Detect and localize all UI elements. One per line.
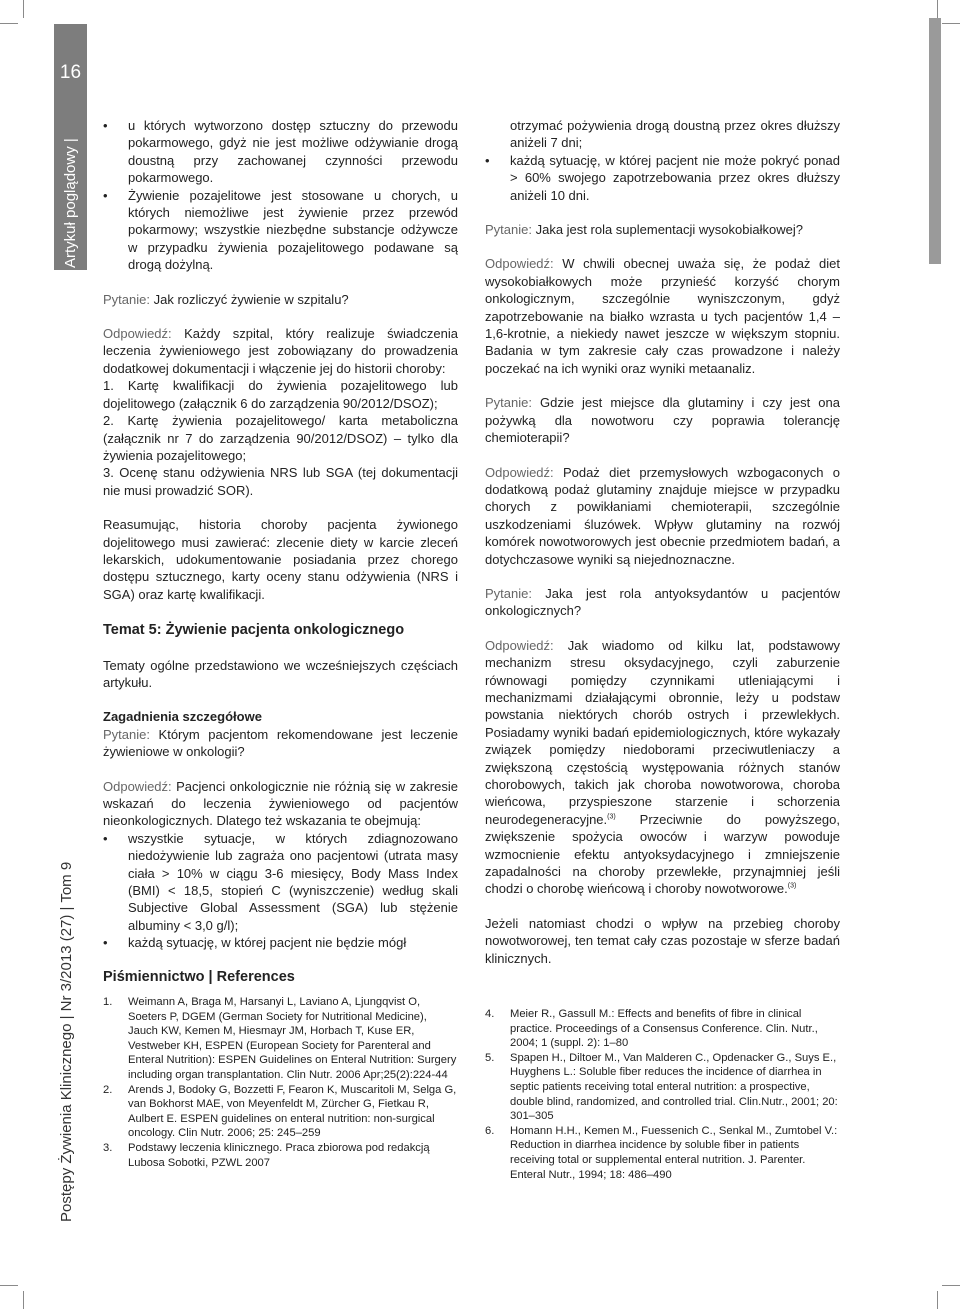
bullet-item	[103, 187, 458, 274]
bullet-dot: •	[103, 935, 108, 951]
crop-mark	[942, 23, 960, 24]
bullet-item	[103, 117, 458, 187]
topic-heading: Temat 5: Żywienie pacjenta onkologicznego	[103, 622, 405, 639]
bullet-dot: •	[103, 187, 108, 203]
topic-intro: Tematy ogólne przedstawiono we wcześniejszych częściach artykułu.	[103, 657, 458, 690]
references-heading: Piśmiennictwo | References	[103, 968, 295, 985]
answer-label: Odpowiedź:	[103, 326, 172, 342]
crop-mark	[0, 23, 18, 24]
reference-number: 1.	[103, 996, 113, 1009]
question-label: Pytanie:	[103, 726, 150, 742]
citation-superscript: (3)	[787, 883, 797, 891]
answer-text: Przeciwnie do powyższego, zwiększenie spożycia owoców i warzyw powoduje wzmocnienie efektu antyoksydacyjnego i zmniejszenie zapadalności na choroby przewlekłe, przynajmniej jeśli chodzi o chorobę wieńcową i choroby nowotworowe.	[485, 811, 840, 897]
question	[103, 291, 458, 308]
continued-text: otrzymać pożywienia drogą doustną przez okres dłuższy aniżeli 7 dni;	[510, 118, 840, 151]
crop-mark	[937, 0, 938, 18]
question	[485, 221, 840, 238]
question-text: Gdzie jest miejsce dla glutaminy i czy jest ona pożywką dla nowotworu czy poprawia tolerancję chemioterapii?	[485, 395, 840, 446]
crop-mark	[937, 1291, 938, 1309]
answer-label: Odpowiedź:	[485, 256, 554, 272]
question-label: Pytanie:	[485, 395, 532, 411]
bullet-text: każdą sytuację, w której pacjent nie będzie mógł	[128, 935, 407, 951]
reference-item	[103, 1083, 458, 1141]
answer-text: Pacjenci onkologicznie nie różnią się w zakresie wskazań do leczenia żywieniowego od pacjentów nieonkologicznych. Dlatego też wskazania te obejmują:	[103, 778, 458, 829]
reference-text: Homann H.H., Kemen M., Fuessenich C., Senkal M., Zumtobel V.: Reduction in diarrhea incidence by soluble fiber in patients receiving total or supplemental enteral nutrition. J. Parenter. Enteral Nutr., 1994; 18: 486–490	[510, 1124, 838, 1181]
closing-paragraph: Jeżeli natomiast chodzi o wpływ na przebieg choroby nowotworowej, ten temat cały czas pozostaje w sferze badań klinicznych.	[485, 915, 840, 966]
bullet-text: u których wytworzono dostęp sztuczny do przewodu pokarmowego, gdyż nie jest możliwe odżywianie drogą doustną przy zachowanej czynności przewodu pokarmowego.	[128, 118, 458, 186]
question	[103, 726, 458, 761]
answer-text: Podaż diet przemysłowych wzbogaconych o dodatkową podaż glutaminy znajduje miejsce w przypadku chorych z powikłaniami chemioterapii, szczególnie uszkodzeniami śluzówek. Wpływ glutaminy na rozwój komórek nowotworowych jest obecnie przedmiotem badań, a dotychczasowe wyniki są niejednoznaczne.	[485, 464, 840, 567]
reference-number: 3.	[103, 1142, 113, 1154]
bullet-dot: •	[103, 830, 108, 846]
page-number: 16	[59, 62, 82, 83]
bullet-text: Żywienie pozajelitowe jest stosowane u chorych, u których niemożliwe jest żywienie przez przewód pokarmowy; wszystkie niezbędne substancje odżywcze w przypadku żywienia pozajelitowego podawane są drogą dożylną.	[128, 187, 458, 273]
reference-text: Arends J, Bodoky G, Bozzetti F, Fearon K, Muscaritoli M, Selga G, van Bokhorst MAE, von Meyenfeldt M, Zürcher G, Fietkau R, Aulbert E. ESPEN guidelines on enteral nutrition: non-surgical oncology. Clin Nutr. 2006; 25: 245–259	[128, 1083, 457, 1140]
section-label: Artykuł poglądowy |	[62, 138, 79, 268]
question-text: Jaka jest rola antyoksydantów u pacjentów onkologicznych?	[485, 585, 840, 619]
bullet-item	[103, 830, 458, 934]
citation-superscript: (3)	[607, 813, 616, 821]
bullet-dot: •	[485, 152, 490, 168]
summary-paragraph: Reasumując, historia choroby pacjenta żywionego dojelitowego musi zawierać: zlecenie diety w karcie zleceń lekarskich, udokumentowanie posiadania przez chorego dostępu sztucznego, karty oceny stanu odżywienia (NRS i SGA) oraz kartę kwalifikacji.	[103, 517, 458, 602]
reference-number: 5.	[485, 1051, 495, 1064]
bullet-text: wszystkie sytuacje, w których zdiagnozowano niedożywienie lub zagraża ono pacjentowi (utrata masy ciała > 10% w ciągu 3-6 miesięcy, Body Mass Index (BMI) < 18,5, stopień C (wyniszczenie) według skali Subjective Global Assessment (SGA) lub stężenie albuminy < 3,0 g/l);	[128, 830, 458, 933]
reference-text: Meier R., Gassull M.: Effects and benefits of fibre in clinical practice. Proceedings of a Consensus Conference. Clin. Nutr., 2004; 1 (suppl. 2): 1–80	[510, 1008, 818, 1050]
reference-item	[103, 1141, 458, 1170]
right-column	[485, 117, 840, 1182]
reference-item	[485, 1124, 840, 1182]
answer	[103, 325, 458, 377]
question-label: Pytanie:	[485, 222, 532, 238]
list-item: 3. Ocenę stanu odżywienia NRS lub SGA (tej dokumentacji nie musi prowadzić SOR).	[103, 465, 458, 498]
answer	[485, 255, 840, 377]
reference-number: 6.	[485, 1124, 495, 1137]
reference-number: 2.	[103, 1083, 113, 1096]
question-text: Jak rozliczyć żywienie w szpitalu?	[149, 291, 349, 307]
reference-text: Weimann A, Braga M, Harsanyi L, Laviano A, Ljungqvist O, Soeters P, DGEM (German Society for Nutritional Medicine), Jauch KW, Kemen M, Hiesmayr JM, Horbach T, Kuse ER, Vestweber KH, ESPEN (European Society for Parenteral and Enteral Nutrition): ESPEN Guidelines on Enteral Nutrition: Surgery including organ transplantation. Clin Nutr. 2006 Apr;25(2):224-44	[128, 996, 457, 1082]
reference-item	[485, 1007, 840, 1051]
answer	[103, 778, 458, 830]
question-label: Pytanie:	[103, 291, 150, 307]
crop-mark	[23, 0, 24, 18]
crop-mark	[942, 1285, 960, 1286]
answer-text: W chwili obecnej uważa się, że podaż diet wysokobiałkowych może przynieść korzyść chorym onkologicznym, szczególnie wyniszczonym, gdyż zapotrzebowanie na białko wzrasta u tych pacjentów 1,4 – 1,6-krotnie, a niekiedy nawet jeszcze w większym stopniu. Badania w tym zakresie cały czas prowadzone i należy poczekać na ich wyniki oraz wyniki metaanaliz.	[485, 256, 840, 376]
crop-mark	[23, 1291, 24, 1309]
question-label: Pytanie:	[485, 585, 532, 601]
crop-mark	[0, 1285, 18, 1286]
question	[485, 585, 840, 620]
answer	[485, 464, 840, 568]
answer-label: Odpowiedź:	[103, 778, 172, 794]
question-text: Jaka jest rola suplementacji wysokobiałkowej?	[531, 222, 803, 238]
bullet-item	[103, 934, 458, 951]
answer-label: Odpowiedź:	[485, 464, 554, 480]
bullet-dot: •	[103, 118, 108, 133]
left-column	[103, 117, 458, 1170]
answer-text: Każdy szpital, który realizuje świadczenia leczenia żywieniowego jest zobowiązany do prowadzenia dodatkowej dokumentacji i włączenie jej do historii choroby:	[103, 326, 458, 376]
subsection-heading: Zagadnienia szczegółowe	[103, 709, 262, 725]
reference-text: Podstawy leczenia klinicznego. Praca zbiorowa pod redakcją Lubosa Sobotki, PZWL 2007	[128, 1142, 430, 1169]
answer	[485, 637, 840, 898]
list-item: 2. Kartę żywienia pozajelitowego/ karta metaboliczna (załącznik nr 7 do zarządzenia 90/2012/DSOZ) – tylko dla żywienia pozajelitowego;	[103, 413, 458, 463]
question	[485, 394, 840, 446]
reference-item	[485, 1051, 840, 1124]
reference-text: Spapen H., Diltoer M., Van Malderen C., Opdenacker G., Suys E., Huyghens L.: Soluble fiber reduces the incidence of diarrhea in septic patients receiving total enteral nutrition: a prospective, double blind, randomized, and controlled trial. Clin.Nutr., 2001; 20: 301–305	[510, 1051, 838, 1123]
right-edge-band	[929, 18, 941, 264]
journal-label: Postępy Żywienia Klinicznego | Nr 3/2013 (27) | Tom 9	[58, 861, 75, 1222]
bullet-item	[485, 152, 840, 204]
question-text: Którym pacjentom rekomendowane jest leczenie żywieniowe w onkologii?	[103, 726, 458, 760]
reference-number: 4.	[485, 1008, 495, 1021]
answer-label: Odpowiedź:	[485, 637, 554, 653]
bullet-text: każdą sytuację, w której pacjent nie może pokryć ponad > 60% swojego zapotrzebowania przez okres dłuższy aniżeli 10 dni.	[510, 152, 840, 203]
list-item: 1. Kartę kwalifikacji do żywienia pozajelitowego lub dojelitowego (załącznik 6 do zarządzenia 90/2012/DSOZ);	[103, 378, 458, 411]
answer-text: Jak wiadomo od kilku lat, podstawowy mechanizm stresu oksydacyjnego, czyli zaburzenie równowagi pomiędzy czynnikami utleniającymi i mechanizmami działającymi obronnie, leży u podstaw powstania niektórych chorób ostrych i przewlekłych. Posiadamy wyniki badań epidemiologicznych, które wykazały związek pomiędzy niedoborami przeciwutleniaczy a zwiększoną częstością występowania różnych stanów chorobowych, takich jak choroba nowotworowa, choroba wieńcowa, przyspieszone starzenie i schorzenia neurodegeneracyjne.	[485, 637, 840, 827]
reference-item	[103, 995, 458, 1083]
